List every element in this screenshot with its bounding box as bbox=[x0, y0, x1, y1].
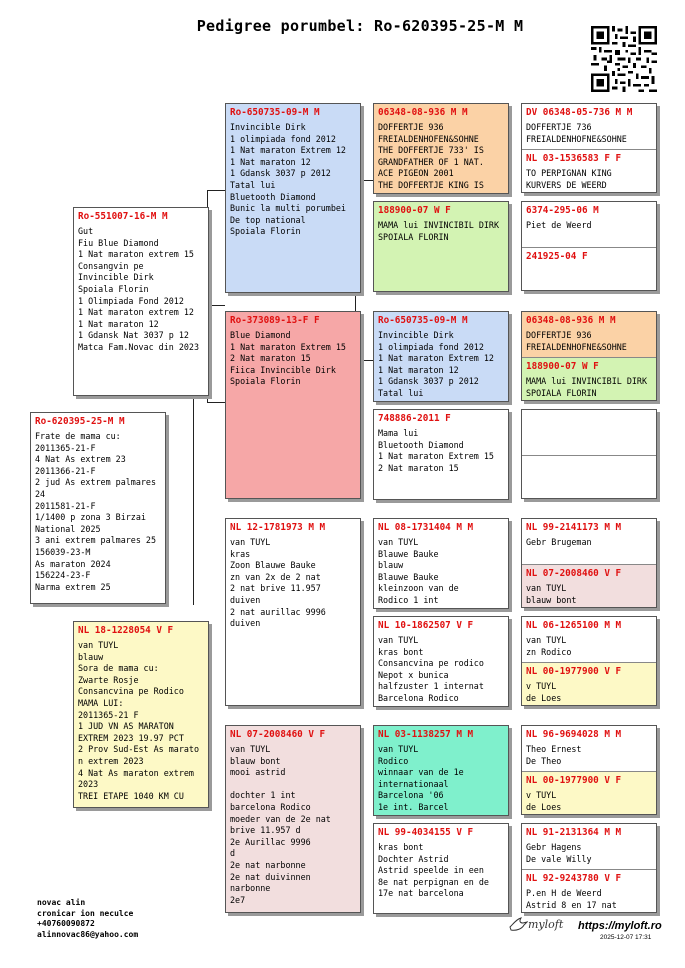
ring-number: DV 06348-05-736 M M bbox=[526, 107, 633, 118]
pigeon-notes: MAMA lui INVINCIBIL DIRK SPOIALA FLORIN bbox=[526, 376, 648, 398]
g5-pair-1 bbox=[521, 103, 657, 193]
g5-pair-5 bbox=[521, 518, 657, 608]
g5-entry[interactable] bbox=[522, 312, 656, 357]
pigeon-notes: van TUYL kras bont Consancvina pe rodico Nepot x bunica halfzuster 1 internat Barcelona Rodico bbox=[378, 635, 484, 703]
pigeon-notes: van TUYL Rodico winnaar van de 1e internationaal Barcelona '06 1e int. Barcel bbox=[378, 744, 464, 812]
pigeon-notes: Invincible Dirk 1 olimpiada fond 2012 1 Nat maraton Extrem 12 1 Nat maraton 12 1 Gdansk 3037 p 2012 Tatal lui Bluetooth Diamond Bunic la multi porumbei De top national Spoiala Florin bbox=[230, 122, 346, 237]
g5-entry[interactable] bbox=[522, 202, 656, 247]
connector-line bbox=[207, 402, 225, 403]
pigeon-notes: Piet de Weerd bbox=[526, 220, 592, 230]
ring-number: 748886-2011 F bbox=[378, 413, 451, 424]
pigeon-notes: Theo Ernest De Theo bbox=[526, 744, 582, 766]
ring-number: NL 91-2131364 M M bbox=[526, 827, 622, 838]
pigeon-notes: van TUYL blauw bont bbox=[526, 583, 577, 605]
owner-affiliation: cronicar ion neculce bbox=[37, 908, 134, 918]
g5-pair-8 bbox=[521, 823, 657, 913]
owner-email: alinnovac86@yahoo.com bbox=[37, 929, 139, 939]
ring-number: Ro-551007-16-M M bbox=[78, 211, 168, 222]
ring-number: NL 00-1977900 V F bbox=[526, 775, 622, 786]
ring-number: NL 96-9694028 M M bbox=[526, 729, 622, 740]
owner-contact bbox=[37, 898, 138, 940]
g5-entry[interactable] bbox=[522, 869, 656, 913]
print-date: 2025-12-07 17:31 bbox=[600, 934, 652, 941]
pigeon-notes: v TUYL de Loes bbox=[526, 790, 562, 812]
ggp-card-4[interactable] bbox=[373, 409, 509, 500]
g5-pair-4 bbox=[521, 409, 657, 499]
ring-number: NL 18-1228054 V F bbox=[78, 625, 174, 636]
pigeon-notes: MAMA lui INVINCIBIL DIRK SPOIALA FLORIN bbox=[378, 220, 500, 242]
grandsire-dam-card[interactable] bbox=[225, 518, 361, 706]
pigeon-notes: van TUYL blauw bont mooi astrid dochter 1 int barcelona Rodico moeder van de 2e nat brive 11.957 d 2e Aurillac 9996 d 2e nat narbonne 2e nat duivinnen narbonne 2e7 bbox=[230, 744, 331, 905]
pigeon-notes: van TUYL Blauwe Bauke blauw Blauwe Bauke kleinzoon van de Rodico 1 int bbox=[378, 537, 459, 605]
pigeon-notes: v TUYL de Loes bbox=[526, 681, 562, 703]
pigeon-notes bbox=[522, 460, 656, 462]
pigeon-notes: Blue Diamond 1 Nat maraton Extrem 15 2 Nat maraton 15 Fiica Invincible Dirk Spoiala Florin bbox=[230, 330, 346, 387]
pigeon-notes: Frate de mama cu: 2011365-21-F 4 Nat As extrem 23 2011366-21-F 2 jud As extrem palmares 24 2011581-21-F 1/1400 p zona 3 Birzai National 2025 3 ani extrem palmares 25 156039-23-M As maraton 2024 156224-23-F Narma extrem 25 bbox=[35, 431, 157, 592]
pigeon-notes: Gut Fiu Blue Diamond 1 Nat maraton extrem 15 Consangvin pe Invincible Dirk Spoiala Florin 1 Olimpiada Fond 2012 1 Nat maraton extrem 12 1 Nat maraton 12 1 Gdansk Nat 3037 p 12 Matca Fam.Novac din 2023 bbox=[78, 226, 200, 352]
g5-pair-2 bbox=[521, 201, 657, 291]
ring-number: NL 00-1977900 V F bbox=[526, 666, 622, 677]
grandsire-sire-card[interactable] bbox=[225, 103, 361, 293]
pigeon-notes: P.en H de Weerd Astrid 8 en 17 nat bbox=[526, 888, 617, 910]
ring-number: NL 08-1731404 M M bbox=[378, 522, 474, 533]
g5-entry[interactable] bbox=[522, 617, 656, 662]
pigeon-notes: van TUYL kras Zoon Blauwe Bauke zn van 2x de 2 nat 2 nat brive 11.957 duiven 2 nat aurillac 9996 duiven bbox=[230, 537, 326, 629]
brand-logo: myloft bbox=[528, 918, 564, 931]
ring-number: 06348-08-936 M M bbox=[526, 315, 616, 326]
g5-entry[interactable] bbox=[522, 455, 656, 499]
granddam-dam-card[interactable] bbox=[225, 725, 361, 913]
ring-number: NL 99-2141173 M M bbox=[526, 522, 622, 533]
dove-icon bbox=[508, 917, 528, 933]
g5-entry[interactable] bbox=[522, 104, 656, 149]
owner-phone: +40760090872 bbox=[37, 919, 95, 928]
g5-entry[interactable] bbox=[522, 824, 656, 869]
ring-number: NL 92-9243780 V F bbox=[526, 873, 622, 884]
qr-code bbox=[591, 26, 657, 92]
ggp-card-8[interactable] bbox=[373, 823, 509, 914]
ring-number: Ro-620395-25-M M bbox=[35, 416, 125, 427]
pigeon-notes: DOFFERTJE 736 FREIALDENHOFNE&SOHNE bbox=[526, 122, 627, 144]
page-title: Pedigree porumbel: Ro-620395-25-M M bbox=[196, 17, 524, 35]
pigeon-notes: Mama lui Bluetooth Diamond 1 Nat maraton Extrem 15 2 Nat maraton 15 bbox=[378, 428, 494, 473]
ggp-card-2[interactable] bbox=[373, 201, 509, 292]
pigeon-notes: van TUYL blauw Sora de mama cu: Zwarte Rosje Consancvina pe Rodico MAMA LUI: 2011365-21 F 1 JUD VN AS MARATON EXTREM 2023 19.97 PCT 2 Prov Sud-Est As marato n extrem 2023 4 Nat As maraton extrem 2023 TREI ETAPE 1040 KM CU bbox=[78, 640, 200, 801]
ring-number: NL 07-2008460 V F bbox=[526, 568, 622, 579]
pigeon-notes: DOFFERTJE 936 FREIALDENHOFNE&SOHNE bbox=[526, 330, 627, 352]
pigeon-notes: Gebr Hagens De vale Willy bbox=[526, 842, 592, 864]
pigeon-notes bbox=[522, 264, 656, 266]
pigeon-notes: Invincible Dirk 1 olimpiada fond 2012 1 Nat maraton Extrem 12 1 Nat maraton 12 1 Gdansk 3037 p 2012 Tatal lui bbox=[378, 330, 494, 398]
g5-entry[interactable] bbox=[522, 519, 656, 564]
ggp-card-5[interactable] bbox=[373, 518, 509, 609]
dam-card[interactable] bbox=[73, 621, 209, 808]
ring-number: NL 12-1781973 M M bbox=[230, 522, 326, 533]
ggp-card-6[interactable] bbox=[373, 616, 509, 707]
brand-url[interactable]: https://myloft.ro bbox=[578, 920, 662, 932]
g5-entry[interactable] bbox=[522, 357, 656, 401]
ring-number: NL 10-1862507 V F bbox=[378, 620, 474, 631]
pigeon-notes: kras bont Dochter Astrid Astrid speelde in een 8e nat perpignan en de 17e nat barcelona bbox=[378, 842, 489, 899]
ring-number: NL 06-1265100 M M bbox=[526, 620, 622, 631]
ring-number: 241925-04 F bbox=[526, 251, 588, 262]
g5-pair-6 bbox=[521, 616, 657, 706]
pigeon-notes: TO PERPIGNAN KING KURVERS DE WEERD bbox=[526, 168, 612, 190]
ring-number: 6374-295-06 M bbox=[526, 205, 599, 216]
ring-number: 188900-07 W F bbox=[378, 205, 451, 216]
sire-card[interactable] bbox=[73, 207, 209, 396]
pigeon-notes: Gebr Brugeman bbox=[526, 537, 592, 547]
ring-number: 188900-07 W F bbox=[526, 361, 599, 372]
subject-card[interactable] bbox=[30, 412, 166, 604]
connector-line bbox=[207, 190, 225, 191]
g5-entry[interactable] bbox=[522, 726, 656, 771]
owner-name: novac alin bbox=[37, 898, 86, 907]
ring-number: NL 03-1138257 M M bbox=[378, 729, 474, 740]
pigeon-notes: van TUYL zn Rodico bbox=[526, 635, 572, 657]
ring-number: Ro-373089-13-F F bbox=[230, 315, 320, 326]
ggp-card-1[interactable] bbox=[373, 103, 509, 194]
ring-number: Ro-650735-09-M M bbox=[378, 315, 468, 326]
granddam-sire-card[interactable] bbox=[225, 311, 361, 499]
pigeon-notes bbox=[522, 414, 656, 416]
g5-entry[interactable] bbox=[522, 247, 656, 291]
ring-number: Ro-650735-09-M M bbox=[230, 107, 320, 118]
g5-entry[interactable] bbox=[522, 149, 656, 193]
g5-entry[interactable] bbox=[522, 564, 656, 608]
g5-entry[interactable] bbox=[522, 410, 656, 455]
ring-number: NL 03-1536583 F F bbox=[526, 153, 622, 164]
g5-pair-3 bbox=[521, 311, 657, 401]
ggp-card-7[interactable] bbox=[373, 725, 509, 816]
g5-pair-7 bbox=[521, 725, 657, 815]
ring-number: NL 07-2008460 V F bbox=[230, 729, 326, 740]
g5-entry[interactable] bbox=[522, 771, 656, 815]
g5-entry[interactable] bbox=[522, 662, 656, 706]
pigeon-notes: DOFFERTJE 936 FREIALDENHOFEN&SOHNE THE DOFFERTJE 733' IS GRANDFATHER OF 1 NAT. ACE PIGEON 2001 THE DOFFERTJE KING IS bbox=[378, 122, 484, 190]
ring-number: NL 99-4034155 V F bbox=[378, 827, 474, 838]
brand-block bbox=[508, 917, 668, 951]
ring-number: 06348-08-936 M M bbox=[378, 107, 468, 118]
ggp-card-3[interactable] bbox=[373, 311, 509, 402]
